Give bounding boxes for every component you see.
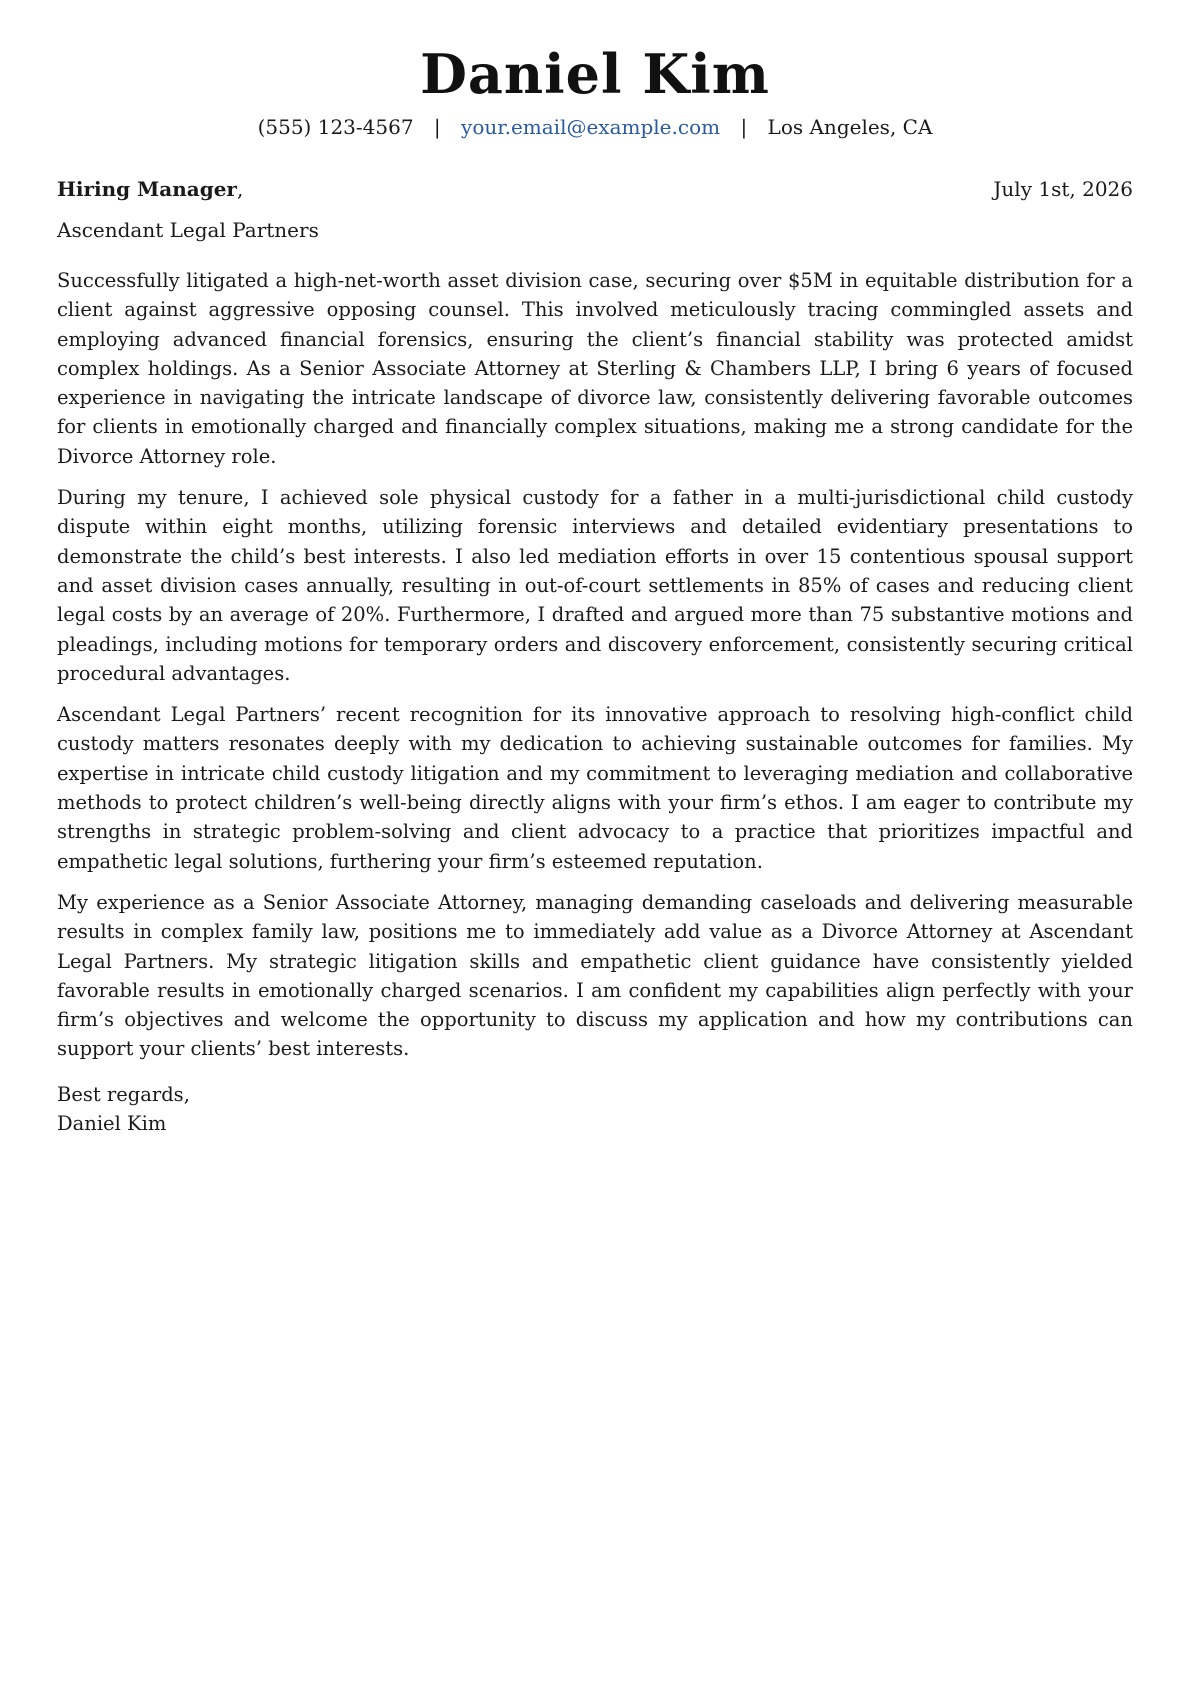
letter-closing [57,1080,1133,1139]
body-paragraph: During my tenure, I achieved sole physical custody for a father in a multi-jurisdictional child custody dispute within eight months, utilizing forensic interviews and detailed evidentiary presentations to demonstrate the child’s best interests. I also led mediation efforts in over 15 contentious spousal support and asset division cases annually, resulting in out-of-court settlements in 85% of cases and reducing client legal costs by an average of 20%. Furthermore, I drafted and argued more than 75 substantive motions and pleadings, including motions for temporary orders and discovery enforcement, consistently securing critical procedural advantages. [57,486,1133,685]
body-paragraph: Successfully litigated a high-net-worth asset division case, securing over $5M in equitable distribution for a client against aggressive opposing counsel. This involved meticulously tracing commingled assets and employing advanced financial forensics, ensuring the client’s financial stability was protected amidst complex holdings. As a Senior Associate Attorney at Sterling & Chambers LLP, I bring 6 years of focused experience in navigating the intricate landscape of divorce law, consistently delivering favorable outcomes for clients in emotionally charged and financially complex situations, making me a strong candidate for the Divorce Attorney role. [57,269,1133,468]
recipient-name: Hiring Manager [57,177,237,201]
letter-header [57,0,1133,140]
letter-body [57,266,1133,1064]
letter-date: July 1st, 2026 [993,177,1133,201]
recipient-company: Ascendant Legal Partners [57,218,319,242]
body-paragraph: My experience as a Senior Associate Attorney, managing demanding caseloads and delivering measurable results in complex family law, positions me to immediately add value as a Divorce Attorney at Ascendant Legal Partners. My strategic litigation skills and empathetic client guidance have consistently yielded favorable results in emotionally charged scenarios. I am confident my capabilities align perfectly with your firm’s objectives and welcome the opportunity to discuss my application and how my contributions can support your clients’ best interests. [57,890,1133,1061]
contact-line [57,114,1133,140]
body-paragraph: Ascendant Legal Partners’ recent recognition for its innovative approach to resolving high-conflict child custody matters resonates deeply with my dedication to achieving sustainable outcomes for families. My expertise in intricate child custody litigation and my commitment to leveraging mediation and collaborative methods to protect children’s well-being directly aligns with your firm’s ethos. I am eager to contribute my strengths in strategic problem-solving and client advocacy to a practice that prioritizes impactful and empathetic legal solutions, furthering your firm’s esteemed reputation. [57,703,1133,873]
closing-salutation: Best regards, [57,1082,190,1106]
signature-name: Daniel Kim [57,1112,167,1136]
recipient-row [57,175,1133,203]
contact-separator: | [433,115,441,139]
recipient-name-suffix: , [236,177,244,201]
email-link[interactable]: your.email@example.com [461,115,721,139]
phone-number: (555) 123-4567 [257,115,414,139]
recipient-salutation [57,175,243,203]
applicant-name: Daniel Kim [420,42,770,106]
location: Los Angeles, CA [767,115,933,139]
contact-separator: | [740,115,748,139]
